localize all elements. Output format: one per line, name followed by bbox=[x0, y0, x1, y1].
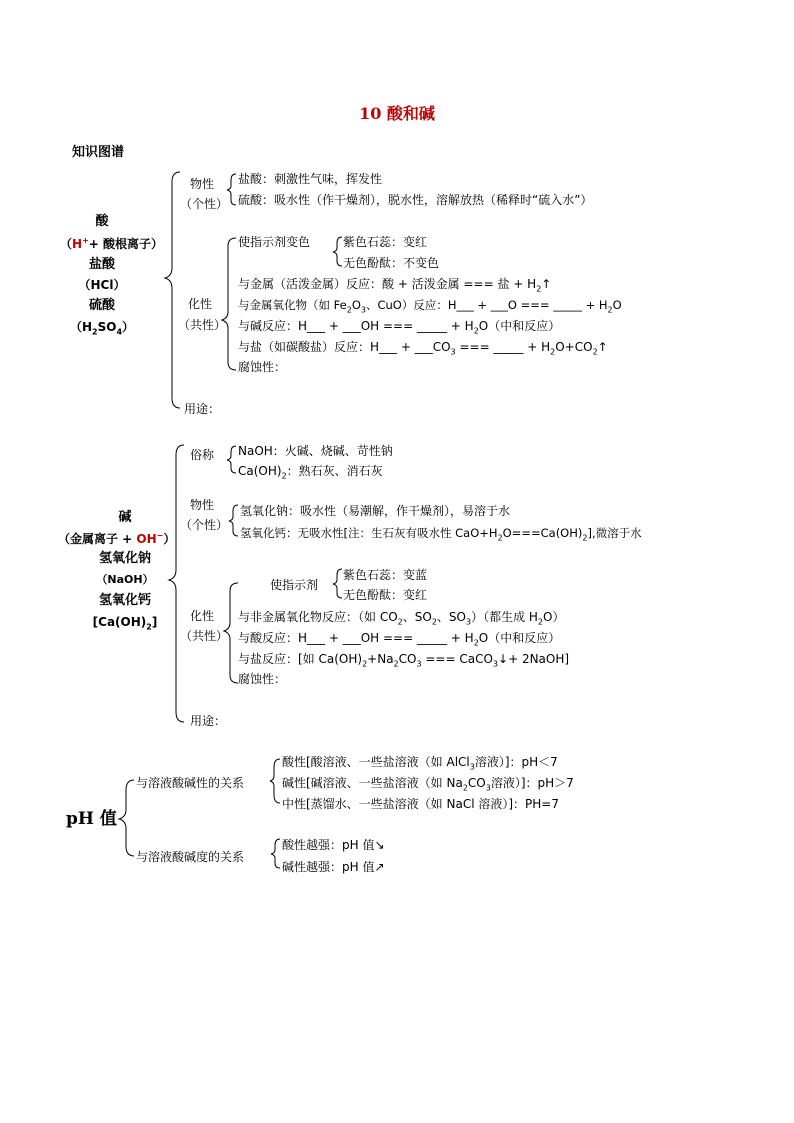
acid-indicator-label: 使指示剂变色 bbox=[238, 235, 311, 249]
acid-ion-composition: （H++ 酸根离子） bbox=[60, 236, 163, 251]
ph-neutral: 中性[蒸馏水、一些盐溶液（如 NaCl 溶液）]：PH=7 bbox=[282, 797, 559, 811]
ph-rel2-brace bbox=[271, 839, 280, 868]
acid-use: 用途： bbox=[184, 402, 221, 416]
base-ind-brace bbox=[333, 569, 342, 598]
base-name: 碱 bbox=[118, 510, 132, 525]
base-chemical-sublabel: （共性） bbox=[180, 629, 229, 643]
hcl-formula: （HCl） bbox=[78, 278, 126, 292]
acid-indicator-item: 无色酚酞：不变色 bbox=[343, 256, 440, 270]
acid-ind-brace bbox=[333, 237, 342, 266]
base-use: 用途： bbox=[190, 714, 227, 728]
h2so4-formula: $(H_2SO_4)$ bbox=[69, 320, 135, 337]
acid-salt-reaction: 与盐（如碳酸盐）反应：H___ + $\_\_\_CO_3$ === _____ + $H_2O+CO_2↑$ bbox=[238, 340, 608, 357]
acid-chemical-label: 化性 bbox=[188, 297, 213, 311]
acid-indicator-item: 紫色石蕊：变红 bbox=[343, 235, 428, 249]
base-nonmetal-reaction: 与非金属氧化物反应：（如 $CO_2$、$SO_2$、$SO_3$）（都生成 $H_2O$） bbox=[238, 610, 565, 627]
base-physical-naoh: 氢氧化钠：吸水性（易潮解，作干燥剂），易溶于水 bbox=[240, 504, 511, 518]
base-common-label: 俗称 bbox=[190, 448, 215, 462]
naoh-formula: （NaOH） bbox=[96, 573, 154, 586]
ph-basic: 碱性[碱溶液、一些盐溶液（如 $Na_2CO_3$溶液）]：pH＞7 bbox=[282, 776, 574, 793]
base-chemical-label: 化性 bbox=[190, 609, 215, 623]
ph-rel1-brace bbox=[270, 759, 280, 803]
acid-name: 酸 bbox=[95, 214, 109, 229]
acid-physical-label: 物性 bbox=[190, 177, 215, 191]
acid-phys-brace bbox=[227, 174, 236, 205]
base-indicator-label: 使指示剂 bbox=[270, 578, 319, 592]
ph-relation-degree: 与溶液酸碱度的关系 bbox=[136, 850, 245, 864]
acid-base-reaction: 与碱反应：H___ + ___OH === _____ + $H_2O$（中和反应） bbox=[238, 319, 561, 336]
acid-physical-sublabel: （个性） bbox=[180, 197, 229, 211]
base-salt-reaction: 与盐反应：[如 $Ca(OH)_2+Na_2CO_3$ === CaCO$_3$↓+ 2NaOH] bbox=[238, 652, 570, 669]
ph-acid-strong: 酸性越强：pH 值↘ bbox=[282, 838, 385, 852]
acid-physical-item: 盐酸：刺激性气味，挥发性 bbox=[238, 172, 383, 186]
page-title: 10 酸和碱 bbox=[359, 104, 435, 123]
ph-acidic: 酸性[酸溶液、一些盐溶液（如 AlCl$_3$溶液）]：pH＜7 bbox=[282, 755, 558, 772]
base-physical-sublabel: （个性） bbox=[180, 518, 229, 532]
acid-main-brace bbox=[165, 172, 180, 408]
base-acid-reaction: 与酸反应：H___ + ___OH === _____ + $H_2O$（中和反应） bbox=[238, 631, 561, 648]
base-ion-composition: （金属离子 + OH−） bbox=[58, 531, 176, 546]
base-phys-brace bbox=[229, 505, 238, 536]
section-label: 知识图谱 bbox=[72, 145, 125, 160]
ph-base-strong: 碱性越强：pH 值↗ bbox=[282, 860, 385, 874]
base-physical-label: 物性 bbox=[190, 498, 215, 512]
base-indicator-item: 无色酚酞：变红 bbox=[343, 588, 428, 602]
acid-metal-reaction: 与金属（活泼金属）反应：酸 + 活泼金属 === 盐 + $H_2↑$ bbox=[238, 277, 552, 294]
caoh-name: 氢氧化钙 bbox=[98, 593, 151, 608]
acid-chem-brace bbox=[222, 238, 236, 370]
acid-oxide-reaction: 与金属氧化物（如 $Fe_2O_3$、CuO）反应：H___ + ___O === _____ + $H_2O$ bbox=[238, 298, 622, 315]
base-common-caoh: $Ca(OH)_2$：熟石灰、消石灰 bbox=[238, 464, 383, 481]
ph-title: pH 值 bbox=[66, 809, 117, 829]
base-physical-caoh: 氢氧化钙：无吸水性[注：生石灰有吸水性 $CaO+H_2O===Ca(OH)_2$],微溶于水 bbox=[240, 526, 642, 543]
ph-relation-acidity: 与溶液酸碱性的关系 bbox=[136, 776, 245, 790]
acid-chemical-sublabel: （共性） bbox=[178, 318, 227, 332]
base-indicator-item: 紫色石蕊：变蓝 bbox=[343, 568, 428, 582]
base-common-naoh: NaOH：火碱、烧碱、苛性钠 bbox=[238, 444, 393, 458]
hcl-name: 盐酸 bbox=[88, 257, 115, 272]
base-main-brace bbox=[169, 445, 184, 722]
acid-corrosive: 腐蚀性： bbox=[238, 360, 287, 374]
naoh-name: 氢氧化钠 bbox=[98, 551, 151, 566]
base-common-brace bbox=[227, 446, 236, 473]
ph-main-brace bbox=[119, 780, 134, 856]
base-corrosive: 腐蚀性： bbox=[238, 672, 287, 686]
h2so4-name: 硫酸 bbox=[88, 298, 115, 313]
acid-physical-item: 硫酸：吸水性（作干燥剂），脱水性，溶解放热（稀释时“硫入水”） bbox=[238, 193, 593, 207]
caoh-formula: $[Ca(OH)_2]$ bbox=[92, 615, 158, 632]
